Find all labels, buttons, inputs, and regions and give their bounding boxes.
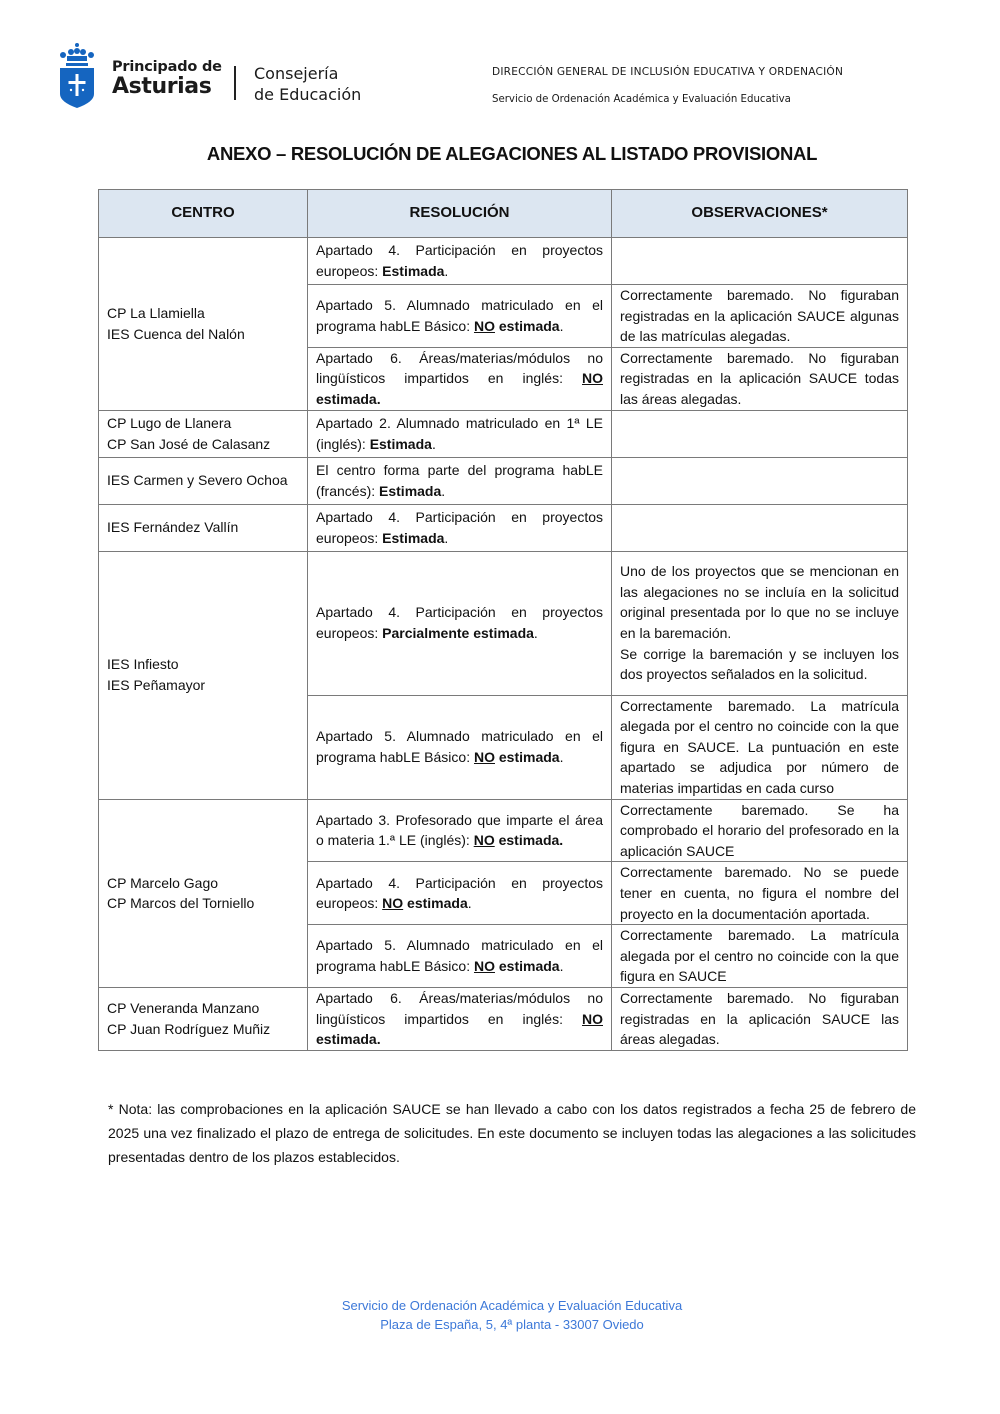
table-row — [99, 457, 908, 504]
centro-cell — [99, 799, 308, 987]
servicio: Servicio de Ordenación Académica y Evaluación Educativa — [492, 94, 791, 105]
resolucion-cell — [308, 799, 612, 862]
brand-line2: Asturias — [112, 73, 212, 99]
resolution-suffix: . — [533, 625, 538, 642]
resolucion-text: Apartado 4. Participación en proyectos europeos: — [316, 874, 603, 912]
resolucion-text: Apartado 4. Participación en proyectos europeos: — [316, 604, 603, 642]
resolucion-text: Apartado 3. Profesorado que imparte el área o materia 1.ª LE (inglés): — [316, 811, 603, 849]
observaciones-cell — [612, 695, 908, 799]
consejeria-line1: Consejería — [254, 64, 339, 83]
no-marker: NO — [582, 1010, 603, 1027]
resolution-status: Parcialmente estimada — [382, 625, 534, 642]
observaciones-cell — [612, 799, 908, 862]
centro-cell — [99, 504, 308, 551]
observaciones-cell — [612, 238, 908, 285]
table-row — [99, 410, 908, 457]
observaciones-cell — [612, 285, 908, 348]
resolution-status: Estimada — [379, 482, 442, 499]
resolution-status: estimada. — [494, 832, 564, 849]
resolution-suffix: . — [444, 529, 449, 546]
table-body — [99, 238, 908, 1051]
resolucion-cell — [308, 347, 612, 410]
brand-name — [112, 60, 222, 98]
resolution-status: Estimada — [382, 263, 445, 279]
resolucion-cell — [308, 695, 612, 799]
centro-name: CP Marcelo Gago — [107, 874, 219, 891]
resolucion-text: Apartado 6. Áreas/materias/módulos no lingüísticos impartidos en inglés: — [316, 989, 603, 1027]
resolucion-text: Apartado 5. Alumnado matriculado en el programa habLE Básico: — [316, 297, 603, 334]
consejeria-name — [254, 63, 361, 105]
centro-name: CP San José de Calasanz — [107, 435, 271, 452]
resolution-status: Estimada — [369, 435, 432, 452]
resolution-suffix: . — [559, 958, 564, 975]
document-title: ANEXO – RESOLUCIÓN DE ALEGACIONES AL LISTADO PROVISIONAL — [206, 143, 818, 164]
observaciones-text: Correctamente baremado. Se ha comprobado el horario del profesorado en la aplicación SAUCE — [620, 801, 899, 859]
centro-name: CP Marcos del Torniello — [107, 895, 255, 912]
resolucion-text: Apartado 5. Alumnado matriculado en el programa habLE Básico: — [316, 937, 603, 975]
centro-cell — [99, 410, 308, 457]
centro-cell — [99, 457, 308, 504]
resolution-table — [98, 189, 908, 1051]
centro-cell — [99, 238, 308, 411]
centro-name: CP La Llamiella — [107, 305, 205, 322]
table-row — [99, 504, 908, 551]
column-header-centro: CENTRO — [99, 190, 308, 238]
resolution-suffix: . — [441, 482, 446, 499]
observaciones-cell — [612, 504, 908, 551]
footnote: * Nota: las comprobaciones en la aplicación SAUCE se han llevado a cabo con los datos registrados a fecha 25 de febrero de 2025 una vez finalizado el plazo de entrega de solicitudes. En este documento se incluyen todas las alegaciones a las solicitudes presentadas dentro de los plazos establecidos. — [108, 1101, 916, 1165]
centro-name: IES Peñamayor — [107, 677, 206, 694]
resolucion-cell — [308, 238, 612, 285]
centro-name: CP Lugo de Llanera — [107, 414, 232, 431]
observaciones-cell — [612, 925, 908, 988]
resolucion-cell — [308, 987, 612, 1050]
resolucion-cell — [308, 504, 612, 551]
centro-name: CP Juan Rodríguez Muñiz — [107, 1020, 271, 1037]
resolucion-cell — [308, 410, 612, 457]
resolution-status: estimada. — [316, 390, 381, 407]
page-header — [0, 0, 1000, 130]
column-header-resolucion: RESOLUCIÓN — [308, 190, 612, 238]
no-marker: NO — [473, 958, 495, 975]
resolution-suffix: . — [559, 749, 564, 766]
resolution-status: estimada — [494, 317, 560, 334]
centro-name: IES Carmen y Severo Ochoa — [107, 472, 288, 489]
observaciones-cell — [612, 457, 908, 504]
resolution-suffix: . — [559, 317, 564, 334]
organization-block — [492, 66, 843, 105]
column-header-observaciones: OBSERVACIONES* — [612, 190, 908, 238]
footer-line2: Plaza de España, 5, 4ª planta - 33007 Oviedo — [380, 1317, 644, 1332]
observaciones-text: Uno de los proyectos que se mencionan en las alegaciones no se incluía en la solicitud original presentada por lo que no se incluye en la baremación. — [620, 563, 899, 642]
resolution-status: estimada — [403, 895, 468, 912]
table-header-row — [99, 190, 908, 238]
table-row — [99, 551, 908, 695]
resolucion-text: Apartado 4. Participación en proyectos europeos: — [316, 242, 603, 279]
resolucion-cell — [308, 457, 612, 504]
resolution-status: Estimada — [382, 529, 445, 546]
resolution-suffix: . — [467, 895, 472, 912]
footer-line1: Servicio de Ordenación Académica y Evaluación Educativa — [341, 1298, 683, 1313]
direccion-general: DIRECCIÓN GENERAL DE INCLUSIÓN EDUCATIVA Y ORDENACIÓN — [492, 66, 844, 78]
centro-cell — [99, 987, 308, 1050]
observaciones-text: Correctamente baremado. No figuraban registradas en la aplicación SAUCE las áreas alegadas. — [620, 989, 899, 1048]
centro-cell — [99, 551, 308, 799]
centro-name: IES Cuenca del Nalón — [107, 325, 245, 342]
table-row — [99, 238, 908, 285]
observaciones-text: Correctamente baremado. No figuraban registradas en la aplicación SAUCE algunas de las matrículas alegadas. — [620, 287, 899, 345]
no-marker: NO — [382, 895, 404, 912]
resolucion-text: Apartado 4. Participación en proyectos europeos: — [316, 508, 603, 546]
observaciones-cell — [612, 987, 908, 1050]
table-row — [99, 987, 908, 1050]
observaciones-text: Correctamente baremado. La matrícula alegada por el centro no coincide con la que figura en SAUCE. La puntuación en este apartado se adjudica por número de materias impartidas en cada curso — [620, 697, 899, 796]
table-row — [99, 799, 908, 862]
no-marker: NO — [473, 317, 495, 334]
resolution-status: estimada. — [316, 1031, 381, 1048]
consejeria-line2: de Educación — [254, 85, 362, 104]
no-marker: NO — [473, 749, 495, 766]
centro-name: IES Infiesto — [107, 656, 179, 673]
resolucion-cell — [308, 925, 612, 988]
observaciones-text: Correctamente baremado. No se puede tener en cuenta, no figura el nombre del proyecto en la documentación aportada. — [620, 864, 899, 922]
brand-line1: Principado de — [112, 59, 222, 75]
resolucion-text: Apartado 5. Alumnado matriculado en el programa habLE Básico: — [316, 728, 603, 766]
no-marker: NO — [582, 370, 603, 387]
observaciones-cell — [612, 410, 908, 457]
resolution-suffix: . — [444, 263, 449, 279]
resolution-status: estimada — [494, 958, 560, 975]
brand-divider — [234, 66, 236, 100]
page-footer — [0, 1296, 1000, 1334]
centro-name: CP Veneranda Manzano — [107, 1000, 260, 1017]
no-marker: NO — [473, 832, 495, 849]
asturias-coat-of-arms-icon — [58, 42, 96, 108]
observaciones-cell — [612, 347, 908, 410]
resolucion-text: Apartado 2. Alumnado matriculado en 1ª LE (inglés): — [316, 414, 603, 452]
resolucion-text: El centro forma parte del programa habLE (francés): — [316, 461, 603, 499]
observaciones-text: Correctamente baremado. No figuraban registradas en la aplicación SAUCE todas las áreas alegadas. — [620, 349, 899, 407]
resolution-suffix: . — [431, 435, 436, 452]
resolucion-cell — [308, 551, 612, 695]
resolucion-cell — [308, 285, 612, 348]
observaciones-text: Correctamente baremado. La matrícula alegada por el centro no coincide con la que figura en SAUCE — [620, 927, 899, 985]
observaciones-cell — [612, 551, 908, 695]
observaciones-cell — [612, 862, 908, 925]
centro-name: IES Fernández Vallín — [107, 519, 239, 536]
resolucion-text: Apartado 6. Áreas/materias/módulos no lingüísticos impartidos en inglés: — [316, 349, 603, 387]
resolution-status: estimada — [494, 749, 560, 766]
resolucion-cell — [308, 862, 612, 925]
observaciones-text-2: Se corrige la baremación y se incluyen los dos proyectos señalados en la solicitud. — [620, 645, 899, 683]
